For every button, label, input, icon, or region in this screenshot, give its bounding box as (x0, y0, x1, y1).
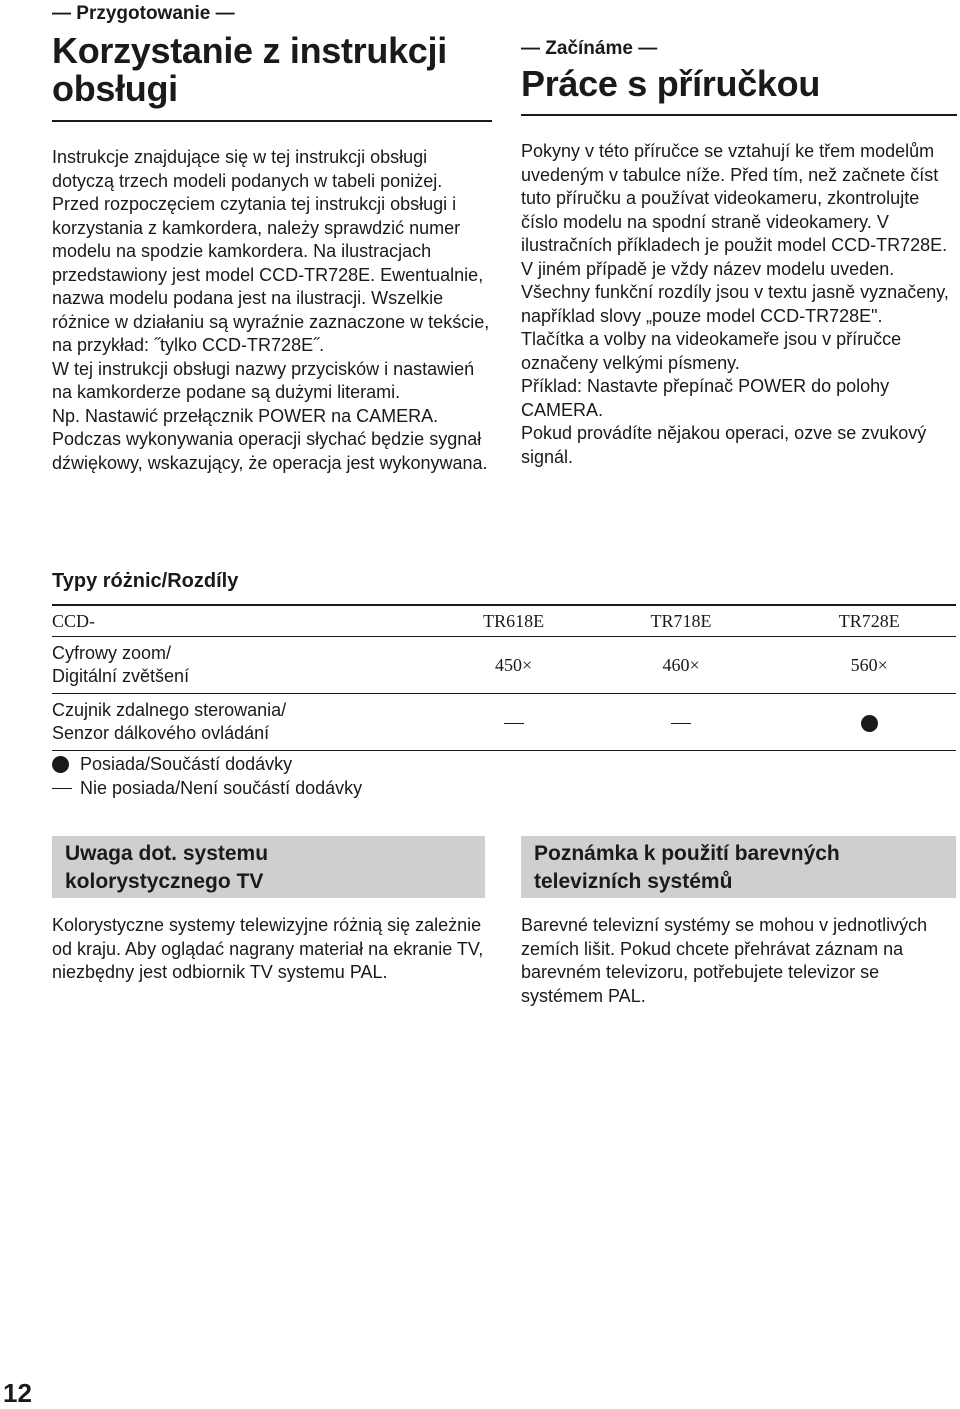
left-page-title (52, 32, 492, 108)
left-paragraph-1: Instrukcje znajdujące się w tej instrukcji obsługi dotyczą trzech modeli podanych w tabeli poniżej. Przed rozpoczęciem czytania tej instrukcji obsługi i korzystania z kamkordera, należy sprawdzić numer modelu na spodzie kamkordera. Na ilustracjach przedstawiony jest model CCD-TR728E. Ewentualnie, nazwa modelu podana jest na ilustracji. Wszelkie różnice w działaniu są wyraźnie zaznaczone w tekście, na przykład: ˝tylko CCD-TR728E˝. (52, 147, 490, 355)
right-paragraph-4: Pokud provádíte nějakou operaci, ozve se zvukový signál. (521, 423, 927, 467)
row-label-line1: Cyfrowy zoom/ (52, 643, 172, 663)
page-number: 12 (3, 1378, 32, 1408)
left-paragraph-2: W tej instrukcji obsługi nazwy przycisków i nastawień na kamkorderze podane są dużymi literami. (52, 358, 475, 402)
right-note-title-line1: Poznámka k použití barevných (534, 842, 840, 865)
left-title-rule (52, 120, 492, 122)
right-column (521, 37, 957, 469)
table-cell (782, 694, 956, 751)
right-title-rule (521, 114, 957, 116)
differences-heading: Typy różnic/Rozdíly (52, 570, 239, 592)
included-dot-icon (52, 756, 69, 773)
right-note-box (521, 836, 956, 898)
right-paragraph-3: Příklad: Nastavte přepínač POWER do polohy CAMERA. (521, 376, 890, 420)
row-label-line2: Digitální zvětšení (52, 666, 190, 686)
left-title-line1: Korzystanie z instrukcji (52, 30, 447, 71)
left-section-label: — Przygotowanie — (52, 3, 235, 24)
table-cell (580, 694, 783, 751)
included-dot-icon (861, 715, 878, 732)
table-legend (52, 752, 362, 800)
table-row-label (52, 637, 448, 694)
legend-item (52, 776, 362, 800)
table-row (52, 694, 956, 751)
not-included-dash-icon (504, 723, 524, 724)
legend-text: Posiada/Součástí dodávky (80, 754, 293, 774)
right-body (521, 140, 957, 469)
table-row (52, 637, 956, 694)
table-header-prefix: CCD- (52, 605, 448, 637)
table-cell (448, 694, 580, 751)
model-differences-table (52, 604, 956, 751)
row-label-line1: Czujnik zdalnego sterowania/ (52, 700, 287, 720)
table-header-model: TR718E (580, 605, 783, 637)
left-column (52, 2, 492, 475)
left-note-title (65, 840, 472, 896)
table-cell: 460× (580, 637, 783, 694)
table-cell: 560× (782, 637, 956, 694)
left-body (52, 146, 492, 475)
not-included-dash-icon (671, 723, 691, 724)
not-included-dash-icon (52, 788, 72, 789)
right-note-text: Barevné televizní systémy se mohou v jednotlivých zemích lišit. Pokud chcete přehrávat záznam na barevném televizoru, potřebujete televizor se systémem PAL. (521, 915, 928, 1006)
left-note-title-line2: kolorystycznego TV (65, 870, 264, 893)
left-paragraph-4: Podczas wykonywania operacji słychać będzie sygnał dźwiękowy, wskazujący, że operacja jest wykonywana. (52, 429, 488, 473)
left-paragraph-3: Np. Nastawić przełącznik POWER na CAMERA. (52, 405, 439, 426)
right-paragraph-1: Pokyny v této příručce se vztahují ke třem modelům uvedeným v tabulce níže. Před tím, než začnete číst tuto příručku a používat videokameru, zkontrolujte číslo modelu na spodní straně videokamery. V ilustračních příkladech je použit model CCD-TR728E. V jiném případě je vždy název modelu uveden. Všechny funkční rozdíly jsou v textu jasně vyznačeny, například slovy „pouze model CCD-TR728E". (521, 141, 949, 326)
legend-item (52, 752, 362, 776)
left-note-title-line1: Uwaga dot. systemu (65, 842, 269, 865)
table-cell: 450× (448, 637, 580, 694)
table-header-model: TR618E (448, 605, 580, 637)
right-section-label: — Začínáme — (521, 38, 658, 59)
table-header-row (52, 605, 956, 637)
right-page-title: Práce s příručkou (521, 63, 821, 104)
left-note-box (52, 836, 485, 898)
right-note-title (534, 840, 943, 896)
right-note-title-line2: televizních systémů (534, 870, 733, 893)
row-label-line2: Senzor dálkového ovládání (52, 723, 270, 743)
left-title-line2: obsługi (52, 68, 178, 109)
table-header-model: TR728E (782, 605, 956, 637)
legend-text: Nie posiada/Není součástí dodávky (80, 778, 363, 798)
left-note-text: Kolorystyczne systemy telewizyjne różnią się zależnie od kraju. Aby oglądać nagrany materiał na ekranie TV, niezbędny jest odbiornik TV systemu PAL. (52, 915, 484, 982)
table-row-label (52, 694, 448, 751)
right-paragraph-2: Tlačítka a volby na videokameře jsou v příručce označeny velkými písmeny. (521, 329, 902, 373)
